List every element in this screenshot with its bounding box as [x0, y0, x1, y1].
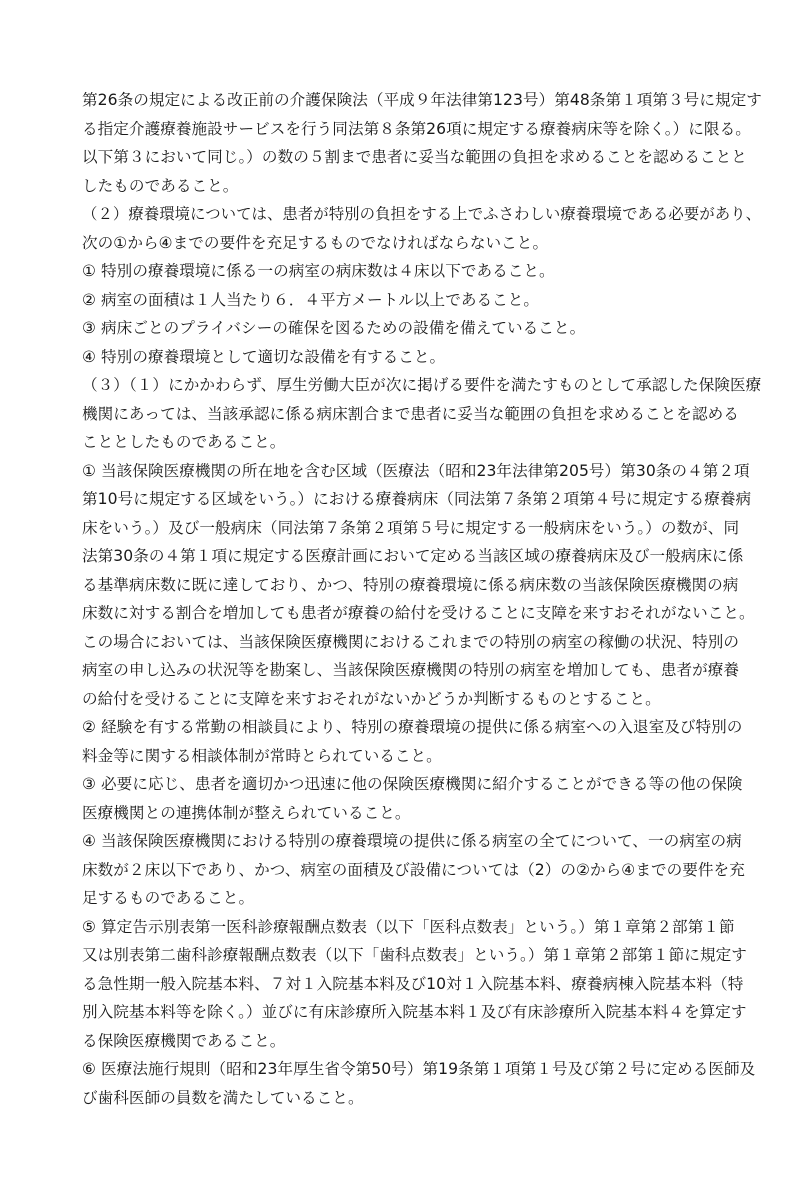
list-item: ④ 当該保険医療機関における特別の療養環境の提供に係る病室の全てについて、一の病室の病	[82, 832, 742, 850]
text-line: 法第30条の４第１項に規定する医療計画において定める当該区域の療養病床及び一般病床に係	[82, 547, 744, 565]
text-line: 料金等に関する相談体制が常時とられていること。	[82, 746, 442, 765]
text-line: 医療機関との連携体制が整えられていること。	[82, 803, 411, 822]
text-line: る保険医療機関であること。	[82, 1031, 286, 1050]
text-line: 以下第３において同じ。）の数の５割まで患者に妥当な範囲の負担を求めることを認めることと	[82, 148, 747, 166]
list-item: ⑥ 医療法施行規則（昭和23年厚生省令第50号）第19条第１項第１号及び第２号に定める医師及	[82, 1060, 756, 1078]
list-item: ③ 病床ごとのプライバシーの確保を図るための設備を備えていること。	[82, 319, 586, 337]
text-line: 足するものであること。	[82, 889, 255, 907]
text-line: 又は別表第二歯科診療報酬点数表（以下「歯科点数表」という。）第１章第２部第１節に規定す	[82, 946, 747, 964]
text-line: び歯科医師の員数を満たしていること。	[82, 1088, 364, 1107]
text-line: こととしたものであること。	[82, 433, 286, 451]
text-line: 第26条の規定による改正前の介護保険法（平成９年法律第123号）第48条第１項第３号に規定す	[82, 91, 762, 109]
text-line: る基準病床数に既に達しており、かつ、特別の療養環境に係る病床数の当該保険医療機関の病	[82, 575, 739, 594]
list-item: ① 当該保険医療機関の所在地を含む区域（医療法（昭和23年法律第205号）第30条の４第２項	[82, 461, 750, 480]
list-item: ③ 必要に応じ、患者を適切かつ迅速に他の保険医療機関に紹介することができる等の他の保険	[82, 775, 743, 793]
list-item: ② 経験を有する常勤の相談員により、特別の療養環境の提供に係る病室への入退室及び特別の	[82, 718, 743, 736]
text-line: 次の①から④までの要件を充足するものでなければならないこと。	[82, 233, 549, 252]
section-heading-2: （２）療養環境については、患者が特別の負担をする上でふさわしい療養環境である必要があり、	[82, 205, 762, 223]
text-line: 床をいう。）及び一般病床（同法第７条第２項第５号に規定する一般病床をいう。）の数が、同	[82, 518, 740, 537]
text-line: 機関にあっては、当該承認に係る病床割合まで患者に妥当な範囲の負担を求めることを認める	[82, 404, 739, 423]
document-body	[82, 86, 762, 1112]
text-line: 第10号に規定する区域をいう。）における療養病床（同法第７条第２項第４号に規定する療養病	[82, 490, 752, 508]
text-line: この場合においては、当該保険医療機関におけるこれまでの特別の病室の稼働の状況、特別の	[82, 632, 740, 651]
text-line: したものであること。	[82, 176, 239, 195]
text-line: 床数に対する割合を増加しても患者が療養の給付を受けることに支障を来すおそれがないこと。	[82, 604, 755, 622]
list-item: ① 特別の療養環境に係る一の病室の病床数は４床以下であること。	[82, 262, 555, 280]
text-line: る急性期一般入院基本料、７対１入院基本料及び10対１入院基本料、療養病棟入院基本料（特	[82, 974, 744, 993]
text-line: 病室の申し込みの状況等を勘案し、当該保険医療機関の特別の病室を増加しても、患者が療養	[82, 661, 740, 679]
list-item: ② 病室の面積は１人当たり６．４平方メートル以上であること。	[82, 290, 540, 309]
text-line: 別入院基本料等を除く。）並びに有床診療所入院基本料１及び有床診療所入院基本料４を算定す	[82, 1003, 747, 1021]
section-heading-3: （３）（１）にかかわらず、厚生労働大臣が次に掲げる要件を満たすものとして承認した保険医療	[82, 376, 762, 394]
text-line: る指定介護療養施設サービスを行う同法第８条第26項に規定する療養病床等を除く。）に限る。	[82, 119, 751, 138]
list-item: ④ 特別の療養環境として適切な設備を有すること。	[82, 347, 446, 366]
text-line: の給付を受けることに支障を来すおそれがないかどうか判断するものとすること。	[82, 689, 661, 708]
text-line: 床数が２床以下であり、かつ、病室の面積及び設備については（2）の②から④までの要件を充	[82, 860, 745, 879]
list-item: ⑤ 算定告示別表第一医科診療報酬点数表（以下「医科点数表」という。）第１章第２部第１節	[82, 917, 735, 936]
